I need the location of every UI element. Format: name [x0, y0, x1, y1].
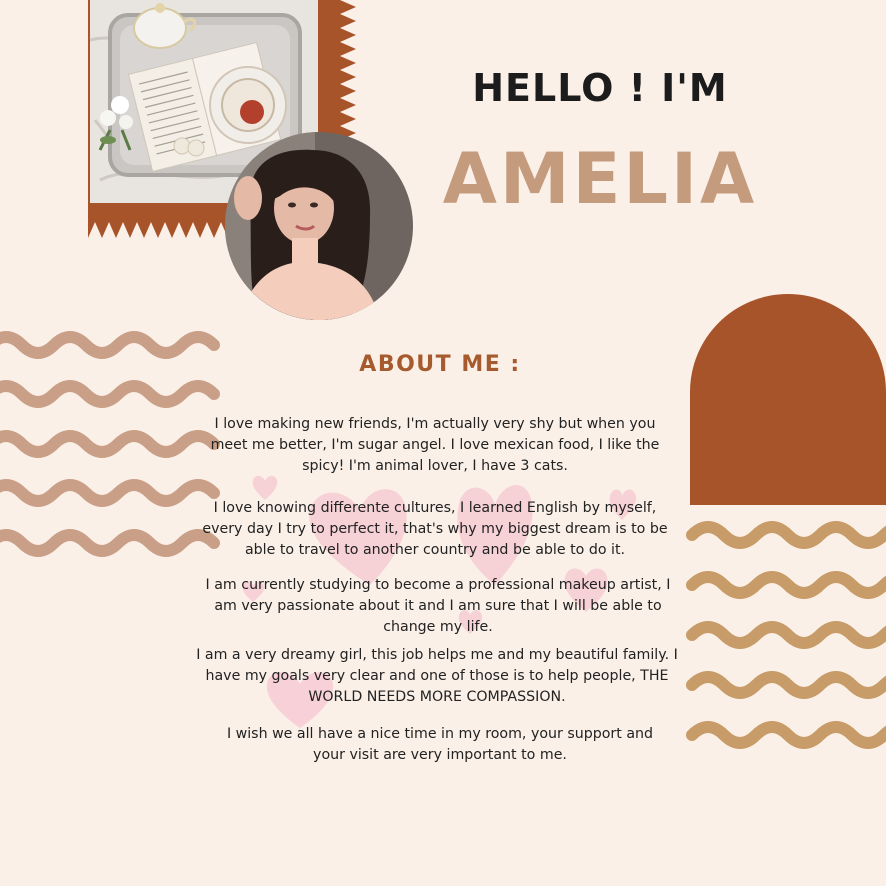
about-paragraph-1: I love making new friends, I'm actually very shy but when you meet me better, I'm sugar angel. I love mexican food, I like the spicy! I'm animal lover, I have 3 cats.: [210, 416, 660, 474]
wave-line: [692, 627, 886, 643]
heart-icon: [253, 476, 278, 500]
wave-line: [0, 337, 214, 353]
wave-line: [0, 386, 214, 402]
wave-line: [0, 485, 214, 501]
portrait-avatar: [225, 132, 415, 322]
wave-line: [692, 577, 886, 593]
name-title: AMELIA: [442, 138, 758, 220]
about-paragraph-5: I wish we all have a nice time in my room, your support and your visit are very important to me.: [226, 726, 654, 763]
wave-line: [0, 535, 214, 551]
waves-left: [0, 337, 214, 551]
greeting-heading: HELLO ! I'M: [472, 66, 728, 110]
wave-line: [692, 677, 886, 693]
about-paragraph-4: I am a very dreamy girl, this job helps me and my beautiful family. I have my goals very clear and one of those is to help people, THE WORLD NEEDS MORE COMPASSION.: [196, 647, 678, 705]
about-paragraph-3: I am currently studying to become a professional makeup artist, I am very passionate about it and I am sure that I will be able to change my life.: [205, 577, 671, 635]
arch-shape: [690, 294, 886, 505]
about-paragraph-2: I love knowing differente cultures, I learned English by myself, every day I try to perfect it, that's why my biggest dream is to be able to travel to another country and be able to do it.: [202, 500, 668, 558]
wave-line: [692, 727, 886, 743]
wave-line: [692, 527, 886, 543]
about-me-heading: ABOUT ME :: [359, 352, 521, 377]
wave-line: [0, 436, 214, 452]
waves-right: [692, 527, 886, 743]
